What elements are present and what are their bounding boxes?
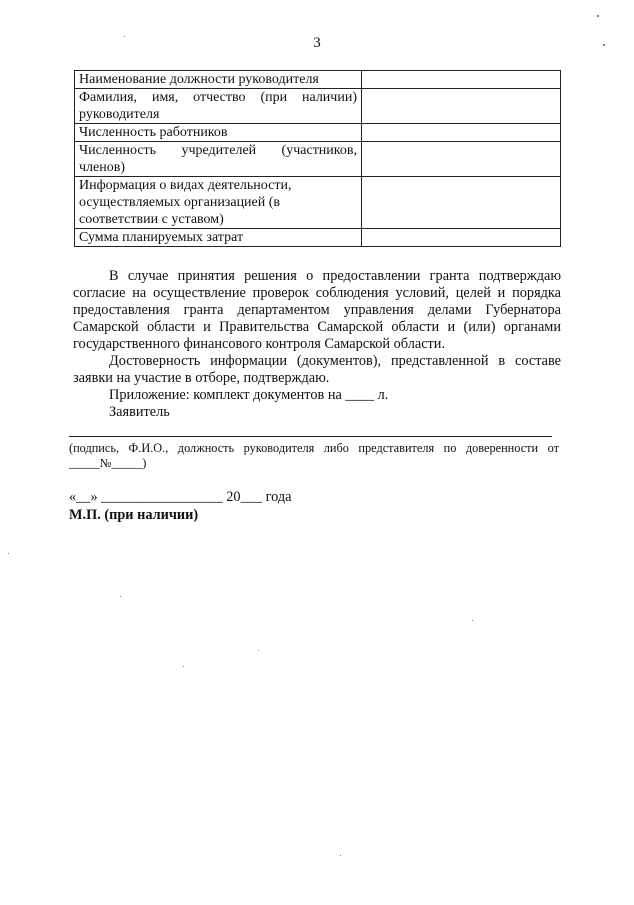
table-row <box>75 124 561 142</box>
reliability-paragraph: Достоверность информации (документов), представленной в составе заявки на участие в отборе, подтверждаю. <box>73 353 561 386</box>
table-row <box>75 71 561 89</box>
table-cell-label: Информация о видах деятельности, осуществляемых организацией (в соответствии с уставом) <box>75 177 362 229</box>
table-cell-value[interactable] <box>362 89 561 124</box>
scan-speck <box>124 36 125 37</box>
scan-speck <box>603 44 605 46</box>
table-cell-value[interactable] <box>362 71 561 89</box>
scan-speck <box>120 596 121 597</box>
table-cell-value[interactable] <box>362 142 561 177</box>
table-row <box>75 89 561 124</box>
applicant-info-table <box>74 70 561 247</box>
signature-line <box>69 436 552 437</box>
date-line: «__» _________________ 20___ года <box>69 489 292 505</box>
body-text <box>73 268 561 421</box>
scan-speck <box>340 855 341 856</box>
scan-speck <box>258 650 259 651</box>
table-cell-value[interactable] <box>362 124 561 142</box>
scan-speck <box>472 620 473 621</box>
attachment-line: Приложение: комплект документов на ____ л. <box>109 387 389 403</box>
table-cell-label: Численность учредителей (участников, членов) <box>75 142 362 177</box>
consent-paragraph: В случае принятия решения о предоставлении гранта подтверждаю согласие на осуществление проверок соблюдения условий, целей и порядка предоставления гранта департаментом управления делами Губернатора Самарской области и Правительства Самарской области и (или) органами государственного финансового контроля Самарской области. <box>73 268 561 352</box>
scan-speck <box>8 553 9 554</box>
table-row <box>75 177 561 229</box>
applicant-label: Заявитель <box>109 404 170 420</box>
table-cell-label: Фамилия, имя, отчество (при наличии) руководителя <box>75 89 362 124</box>
table-row <box>75 229 561 247</box>
table-cell-label: Численность работников <box>75 124 362 142</box>
table-row <box>75 142 561 177</box>
table-cell-value[interactable] <box>362 229 561 247</box>
signature-caption: (подпись, Ф.И.О., должность руководителя либо представителя по доверенности от _____№_____) <box>69 441 559 470</box>
seal-line: М.П. (при наличии) <box>69 507 199 523</box>
table-cell-label: Наименование должности руководителя <box>75 71 362 89</box>
page-number: 3 <box>313 35 321 51</box>
scan-speck <box>597 15 599 17</box>
scan-speck <box>183 666 184 667</box>
table-cell-value[interactable] <box>362 177 561 229</box>
table-cell-label: Сумма планируемых затрат <box>75 229 362 247</box>
